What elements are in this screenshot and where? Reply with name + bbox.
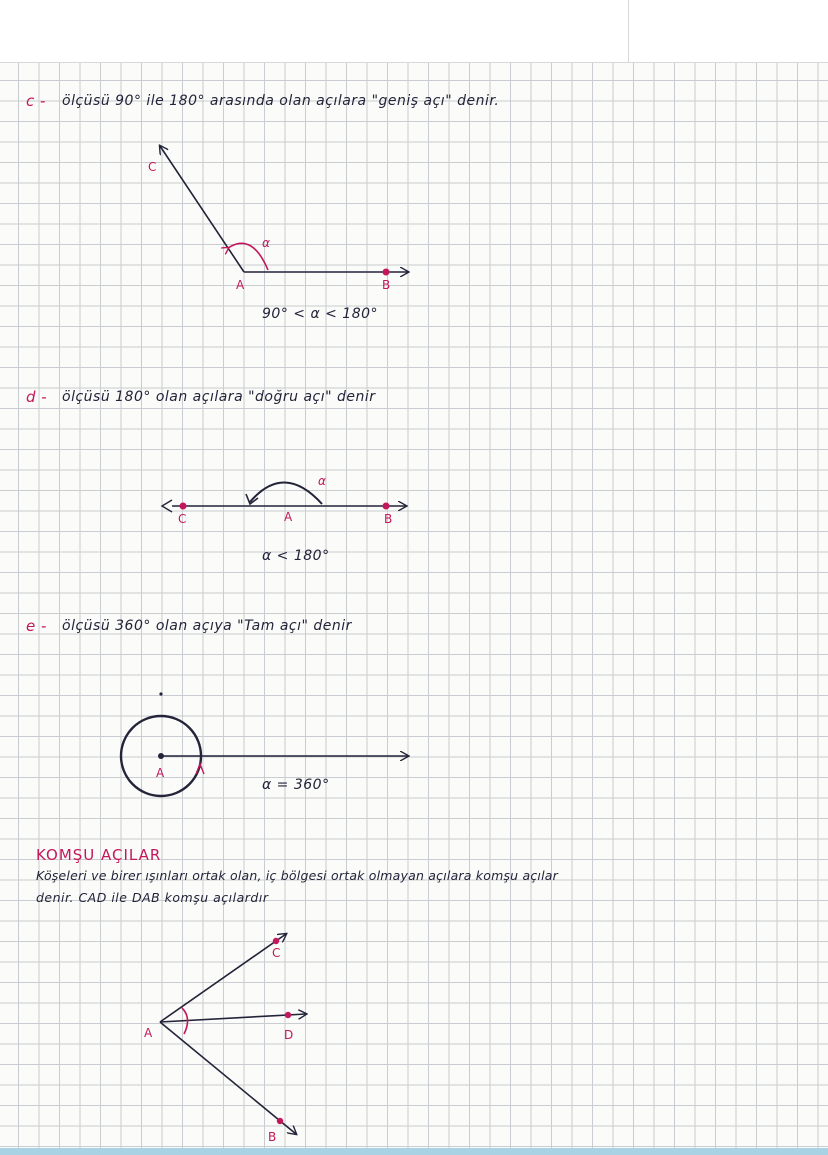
komsu-line1: Köşeleri ve birer ışınları ortak olan, iç bölgesi ortak olmayan açılara komşu açılar	[36, 868, 558, 883]
section-c-angle-label: α	[262, 236, 271, 250]
komsu-point-a: A	[144, 1026, 153, 1040]
section-d-point-b: B	[384, 512, 393, 526]
section-d-point-c: C	[178, 512, 187, 526]
komsu-line2: denir. CAD ile DAB komşu açılardır	[36, 890, 269, 905]
komsu-point-d: D	[284, 1028, 294, 1042]
obtuse-angle-figure	[160, 146, 408, 276]
section-e-letter: e -	[26, 617, 47, 635]
adjacent-ray-ac	[160, 934, 286, 1022]
adjacent-ray-ab	[160, 1022, 296, 1134]
straight-angle-figure	[162, 482, 406, 512]
straight-left-arrow	[162, 500, 172, 512]
straight-point-b	[383, 503, 390, 510]
komsu-title: KOMŞU AÇILAR	[36, 846, 162, 864]
section-e-condition: α = 360°	[262, 777, 330, 793]
section-d-text: ölçüsü 180° olan açılara "doğru açı" denir	[62, 389, 376, 405]
full-angle-figure	[121, 692, 408, 796]
adjacent-point-c	[273, 938, 279, 944]
adjacent-ray-ad	[160, 1014, 306, 1022]
adjacent-point-b	[277, 1118, 283, 1124]
section-d-letter: d -	[26, 388, 48, 406]
komsu-point-b: B	[268, 1130, 277, 1144]
section-d-condition: α < 180°	[262, 548, 330, 564]
section-c-letter: c -	[26, 92, 46, 110]
section-d-angle-label: α	[318, 474, 327, 488]
section-e-point-a: A	[156, 766, 165, 780]
section-c-text: ölçüsü 90° ile 180° arasında olan açılara "geniş açı" denir.	[62, 93, 500, 109]
section-d-point-a: A	[284, 510, 293, 524]
bottom-strip	[0, 1148, 828, 1155]
straight-point-c	[180, 503, 187, 510]
komsu-point-c: C	[272, 946, 281, 960]
section-c-point-a: A	[236, 278, 245, 292]
section-c-point-b: B	[382, 278, 391, 292]
straight-angle-arc	[250, 482, 322, 504]
adjacent-point-d	[285, 1012, 291, 1018]
obtuse-point-b	[383, 269, 390, 276]
section-c-condition: 90° < α < 180°	[262, 306, 379, 322]
obtuse-ray-ac	[160, 146, 244, 272]
adjacent-angles-figure	[160, 934, 306, 1134]
full-angle-dot	[159, 692, 162, 695]
section-c-point-c: C	[148, 160, 157, 174]
section-e-text: ölçüsü 360° olan açıya "Tam açı" denir	[62, 618, 352, 634]
full-angle-vertex	[158, 753, 164, 759]
